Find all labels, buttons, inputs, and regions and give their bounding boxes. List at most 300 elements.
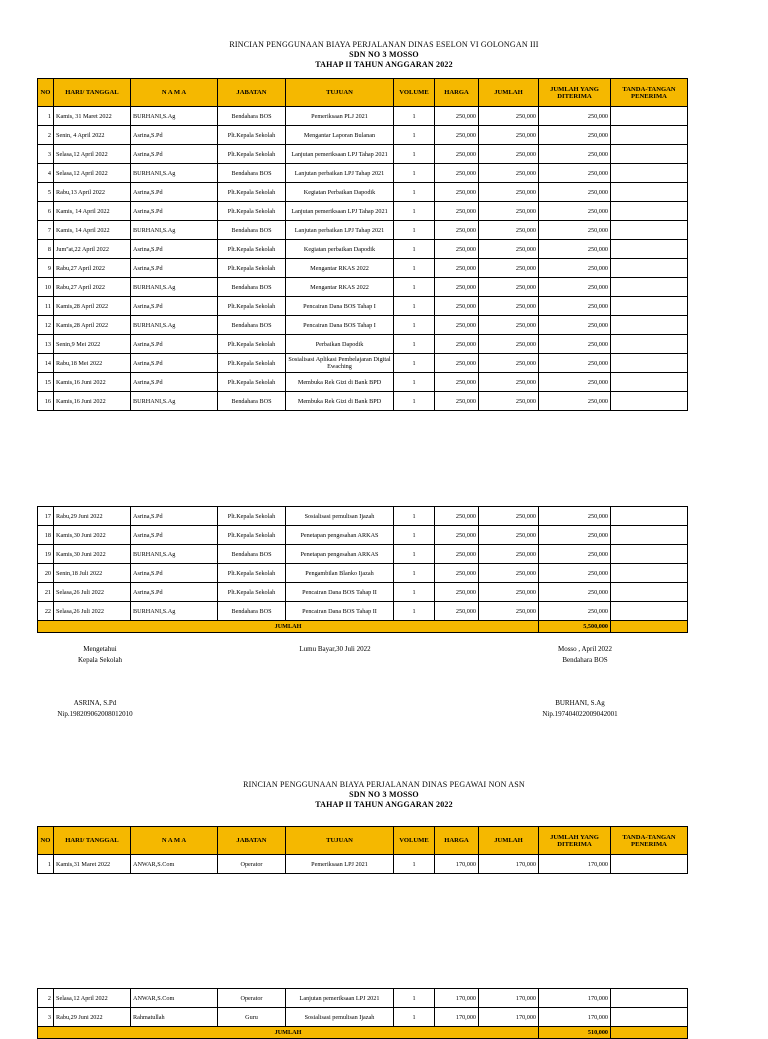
- row-volume: 1: [394, 507, 435, 526]
- row-signature: [611, 316, 688, 335]
- table-row: [38, 354, 688, 373]
- total-row: [38, 1027, 688, 1039]
- row-amount: 250,000: [479, 221, 539, 240]
- column-header: TUJUAN: [286, 827, 394, 855]
- row-name: Asrina,S.Pd: [131, 373, 218, 392]
- row-received: 250,000: [539, 526, 611, 545]
- row-volume: 1: [394, 354, 435, 373]
- row-volume: 1: [394, 183, 435, 202]
- row-amount: 170,000: [479, 855, 539, 874]
- row-received: 250,000: [539, 278, 611, 297]
- row-volume: 1: [394, 107, 435, 126]
- row-date: Rabu,29 Juni 2022: [54, 1008, 131, 1027]
- row-volume: 1: [394, 392, 435, 411]
- row-signature: [611, 354, 688, 373]
- table-row: [38, 335, 688, 354]
- row-number: 19: [38, 545, 54, 564]
- row-purpose: Pengambilan Blanko Ijazah: [286, 564, 394, 583]
- section1-table-continued: [37, 506, 688, 633]
- column-header: JUMLAH YANG DITERIMA: [539, 827, 611, 855]
- signature-date: Mosso , April 2022: [557, 645, 613, 653]
- column-header: VOLUME: [394, 79, 435, 107]
- row-volume: 1: [394, 202, 435, 221]
- row-signature: [611, 602, 688, 621]
- table-header-row: [38, 79, 688, 107]
- row-number: 2: [38, 989, 54, 1008]
- table-row: [38, 259, 688, 278]
- section1-table: [37, 78, 688, 411]
- row-purpose: Pencairan Dana BOS Tahap II: [286, 602, 394, 621]
- row-position: Plt.Kepala Sekolah: [218, 183, 286, 202]
- table-row: [38, 316, 688, 335]
- column-header: HARI/ TANGGAL: [54, 827, 131, 855]
- row-purpose: Pemeriksaan PLJ 2021: [286, 107, 394, 126]
- column-header: VOLUME: [394, 827, 435, 855]
- row-volume: 1: [394, 564, 435, 583]
- table-header-row: [38, 827, 688, 855]
- column-header: JUMLAH: [479, 79, 539, 107]
- row-amount: 250,000: [479, 316, 539, 335]
- row-position: Plt.Kepala Sekolah: [218, 507, 286, 526]
- row-position: Plt.Kepala Sekolah: [218, 564, 286, 583]
- row-number: 8: [38, 240, 54, 259]
- column-header: NO: [38, 79, 54, 107]
- row-amount: 250,000: [479, 373, 539, 392]
- table-row: [38, 583, 688, 602]
- row-name: Asrina,S.Pd: [131, 507, 218, 526]
- row-number: 3: [38, 145, 54, 164]
- row-position: Guru: [218, 1008, 286, 1027]
- row-price: 250,000: [435, 259, 479, 278]
- row-signature: [611, 583, 688, 602]
- row-signature: [611, 335, 688, 354]
- table-row: [38, 164, 688, 183]
- column-header: TUJUAN: [286, 79, 394, 107]
- row-date: Selasa,12 April 2022: [54, 989, 131, 1008]
- row-price: 250,000: [435, 240, 479, 259]
- row-name: Asrina,S.Pd: [131, 583, 218, 602]
- row-position: Bendahara BOS: [218, 545, 286, 564]
- row-price: 170,000: [435, 1008, 479, 1027]
- table-row: [38, 221, 688, 240]
- row-position: Operator: [218, 855, 286, 874]
- row-price: 250,000: [435, 164, 479, 183]
- row-amount: 250,000: [479, 354, 539, 373]
- row-price: 250,000: [435, 335, 479, 354]
- row-signature: [611, 240, 688, 259]
- row-name: Asrina,S.Pd: [131, 335, 218, 354]
- row-position: Bendahara BOS: [218, 392, 286, 411]
- right-signer: [520, 698, 640, 720]
- row-name: Asrina,S.Pd: [131, 240, 218, 259]
- row-amount: 250,000: [479, 564, 539, 583]
- row-position: Plt.Kepala Sekolah: [218, 145, 286, 164]
- row-amount: 250,000: [479, 240, 539, 259]
- total-signature: [611, 621, 688, 633]
- row-received: 250,000: [539, 316, 611, 335]
- left-signature-block: [45, 644, 155, 666]
- row-volume: 1: [394, 526, 435, 545]
- table-row: [38, 145, 688, 164]
- title-line: TAHAP II TAHUN ANGGARAN 2022: [315, 60, 453, 69]
- row-position: Plt.Kepala Sekolah: [218, 526, 286, 545]
- row-purpose: Pencairan Dana BOS Tahap I: [286, 316, 394, 335]
- row-name: Rahmatullah: [131, 1008, 218, 1027]
- row-volume: 1: [394, 316, 435, 335]
- row-price: 250,000: [435, 526, 479, 545]
- row-position: Plt.Kepala Sekolah: [218, 583, 286, 602]
- row-number: 15: [38, 373, 54, 392]
- row-amount: 250,000: [479, 602, 539, 621]
- row-number: 3: [38, 1008, 54, 1027]
- row-purpose: Sosialisasi pemulisan Ijazah: [286, 507, 394, 526]
- row-price: 250,000: [435, 126, 479, 145]
- total-row: [38, 621, 688, 633]
- row-position: Bendahara BOS: [218, 221, 286, 240]
- row-date: Kamis,30 Juni 2022: [54, 545, 131, 564]
- column-header: JABATAN: [218, 79, 286, 107]
- row-name: ANWAR,S.Com: [131, 989, 218, 1008]
- row-date: Rabu,13 April 2022: [54, 183, 131, 202]
- row-number: 13: [38, 335, 54, 354]
- row-signature: [611, 183, 688, 202]
- row-signature: [611, 107, 688, 126]
- place-date: Lumu Bayar,30 Juli 2022: [299, 645, 371, 653]
- column-header: JUMLAH YANG DITERIMA: [539, 79, 611, 107]
- row-date: Kamis,30 Juni 2022: [54, 526, 131, 545]
- row-date: Jum''at,22 April 2022: [54, 240, 131, 259]
- row-purpose: Pencairan Dana BOS Tahap I: [286, 297, 394, 316]
- row-name: BURHANI,S.Ag: [131, 221, 218, 240]
- row-received: 250,000: [539, 240, 611, 259]
- row-name: Asrina,S.Pd: [131, 145, 218, 164]
- row-amount: 250,000: [479, 107, 539, 126]
- row-received: 250,000: [539, 545, 611, 564]
- row-name: Asrina,S.Pd: [131, 259, 218, 278]
- row-purpose: Membuka Rek Gizi di Bank BPD: [286, 373, 394, 392]
- row-received: 250,000: [539, 221, 611, 240]
- row-amount: 250,000: [479, 259, 539, 278]
- signer-nip: Nip.198209062008012010: [57, 710, 133, 718]
- row-purpose: Penetapan pengesahan ARKAS: [286, 545, 394, 564]
- row-volume: 1: [394, 602, 435, 621]
- row-received: 250,000: [539, 354, 611, 373]
- column-header: N A M A: [131, 79, 218, 107]
- middle-signature-place-date: [265, 644, 405, 655]
- row-name: BURHANI,S.Ag: [131, 316, 218, 335]
- row-position: Plt.Kepala Sekolah: [218, 335, 286, 354]
- table-row: [38, 202, 688, 221]
- row-date: Rabu,27 April 2022: [54, 278, 131, 297]
- row-price: 250,000: [435, 373, 479, 392]
- row-volume: 1: [394, 278, 435, 297]
- row-received: 250,000: [539, 297, 611, 316]
- row-amount: 250,000: [479, 583, 539, 602]
- row-number: 14: [38, 354, 54, 373]
- row-number: 12: [38, 316, 54, 335]
- table-row: [38, 183, 688, 202]
- row-date: Kamis,31 Maret 2022: [54, 855, 131, 874]
- row-name: ANWAR,S.Com: [131, 855, 218, 874]
- section2-title: [0, 780, 768, 810]
- row-name: Asrina,S.Pd: [131, 564, 218, 583]
- table-row: [38, 602, 688, 621]
- row-volume: 1: [394, 1008, 435, 1027]
- table-row: [38, 278, 688, 297]
- row-volume: 1: [394, 145, 435, 164]
- table-row: [38, 392, 688, 411]
- row-signature: [611, 507, 688, 526]
- row-price: 250,000: [435, 354, 479, 373]
- row-date: Kamis, 14 April 2022: [54, 202, 131, 221]
- row-date: Kamis,16 Juni 2022: [54, 373, 131, 392]
- row-name: BURHANI,S.Ag: [131, 545, 218, 564]
- row-position: Operator: [218, 989, 286, 1008]
- row-number: 10: [38, 278, 54, 297]
- row-date: Selasa,12 April 2022: [54, 145, 131, 164]
- column-header: NO: [38, 827, 54, 855]
- row-number: 18: [38, 526, 54, 545]
- table-row: [38, 507, 688, 526]
- row-position: Plt.Kepala Sekolah: [218, 297, 286, 316]
- row-number: 1: [38, 855, 54, 874]
- row-price: 250,000: [435, 202, 479, 221]
- left-signer: [35, 698, 155, 720]
- row-position: Bendahara BOS: [218, 278, 286, 297]
- row-name: Asrina,S.Pd: [131, 126, 218, 145]
- title-line: RINCIAN PENGGUNAAN BIAYA PERJALANAN DINAS ESELON VI GOLONGAN III: [229, 40, 539, 49]
- row-received: 250,000: [539, 107, 611, 126]
- row-position: Bendahara BOS: [218, 602, 286, 621]
- row-volume: 1: [394, 855, 435, 874]
- row-signature: [611, 564, 688, 583]
- row-price: 250,000: [435, 107, 479, 126]
- column-header: N A M A: [131, 827, 218, 855]
- row-price: 250,000: [435, 145, 479, 164]
- row-position: Plt.Kepala Sekolah: [218, 202, 286, 221]
- row-signature: [611, 989, 688, 1008]
- row-received: 250,000: [539, 335, 611, 354]
- signer-name: ASRINA, S.Pd: [73, 699, 117, 707]
- row-received: 250,000: [539, 373, 611, 392]
- row-purpose: Kegiatan Perbaikan Dapodik: [286, 183, 394, 202]
- row-price: 250,000: [435, 602, 479, 621]
- title-line: TAHAP II TAHUN ANGGARAN 2022: [315, 800, 453, 809]
- row-name: Asrina,S.Pd: [131, 354, 218, 373]
- row-number: 21: [38, 583, 54, 602]
- row-purpose: Pemeriksaan LPJ 2021: [286, 855, 394, 874]
- row-price: 250,000: [435, 278, 479, 297]
- table-row: [38, 126, 688, 145]
- row-price: 250,000: [435, 507, 479, 526]
- row-received: 250,000: [539, 392, 611, 411]
- row-date: Kamis, 14 April 2022: [54, 221, 131, 240]
- row-price: 250,000: [435, 183, 479, 202]
- row-received: 250,000: [539, 145, 611, 164]
- row-position: Plt.Kepala Sekolah: [218, 373, 286, 392]
- row-signature: [611, 297, 688, 316]
- row-position: Plt.Kepala Sekolah: [218, 259, 286, 278]
- row-price: 250,000: [435, 316, 479, 335]
- row-date: Rabu,18 Mei 2022: [54, 354, 131, 373]
- row-signature: [611, 126, 688, 145]
- row-amount: 250,000: [479, 145, 539, 164]
- row-signature: [611, 545, 688, 564]
- row-name: Asrina,S.Pd: [131, 297, 218, 316]
- signature-label: Mengetahui: [83, 645, 117, 653]
- row-signature: [611, 164, 688, 183]
- row-received: 250,000: [539, 564, 611, 583]
- column-header: JABATAN: [218, 827, 286, 855]
- row-date: Rabu,29 Juni 2022: [54, 507, 131, 526]
- title-line: SDN NO 3 MOSSO: [349, 790, 419, 799]
- row-volume: 1: [394, 335, 435, 354]
- row-price: 250,000: [435, 583, 479, 602]
- signer-nip: Nip.197404022009042001: [542, 710, 618, 718]
- row-amount: 170,000: [479, 1008, 539, 1027]
- row-amount: 250,000: [479, 297, 539, 316]
- row-amount: 250,000: [479, 164, 539, 183]
- row-received: 170,000: [539, 855, 611, 874]
- row-date: Senin,9 Mei 2022: [54, 335, 131, 354]
- row-received: 250,000: [539, 126, 611, 145]
- signer-name: BURHANI, S.Ag: [555, 699, 605, 707]
- section1-title: [0, 40, 768, 70]
- row-purpose: Mengantar RKAS 2022: [286, 259, 394, 278]
- row-date: Kamis,28 April 2022: [54, 297, 131, 316]
- row-amount: 250,000: [479, 126, 539, 145]
- row-price: 250,000: [435, 392, 479, 411]
- row-name: Asrina,S.Pd: [131, 202, 218, 221]
- row-number: 20: [38, 564, 54, 583]
- row-signature: [611, 259, 688, 278]
- row-position: Plt.Kepala Sekolah: [218, 354, 286, 373]
- column-header: HARGA: [435, 79, 479, 107]
- signature-role: Bendahara BOS: [562, 656, 608, 664]
- row-date: Senin,18 Juli 2022: [54, 564, 131, 583]
- row-number: 6: [38, 202, 54, 221]
- row-name: BURHANI,S.Ag: [131, 392, 218, 411]
- row-signature: [611, 221, 688, 240]
- row-date: Senin, 4 April 2022: [54, 126, 131, 145]
- row-volume: 1: [394, 164, 435, 183]
- title-line: RINCIAN PENGGUNAAN BIAYA PERJALANAN DINAS PEGAWAI NON ASN: [243, 780, 525, 789]
- row-volume: 1: [394, 373, 435, 392]
- row-purpose: Membuka Rek Gizi di Bank BPD: [286, 392, 394, 411]
- row-received: 250,000: [539, 602, 611, 621]
- row-purpose: Lanjutan pemeriksaan LPJ Tahap 2021: [286, 145, 394, 164]
- table-row: [38, 297, 688, 316]
- row-received: 250,000: [539, 164, 611, 183]
- table-row: [38, 564, 688, 583]
- row-number: 5: [38, 183, 54, 202]
- row-number: 1: [38, 107, 54, 126]
- table-row: [38, 855, 688, 874]
- total-value: 510,000: [539, 1027, 611, 1039]
- row-purpose: Mengantar RKAS 2022: [286, 278, 394, 297]
- row-volume: 1: [394, 545, 435, 564]
- row-purpose: Lanjutan pemeriksaan LPJ 2021: [286, 989, 394, 1008]
- row-received: 250,000: [539, 583, 611, 602]
- row-received: 170,000: [539, 1008, 611, 1027]
- row-name: BURHANI,S.Ag: [131, 164, 218, 183]
- row-signature: [611, 855, 688, 874]
- row-number: 7: [38, 221, 54, 240]
- row-number: 22: [38, 602, 54, 621]
- total-label: JUMLAH: [38, 1027, 539, 1039]
- row-signature: [611, 145, 688, 164]
- column-header: TANDA-TANGAN PENERIMA: [611, 827, 688, 855]
- row-amount: 250,000: [479, 202, 539, 221]
- row-purpose: Mengantar Laporan Bulanan: [286, 126, 394, 145]
- row-volume: 1: [394, 221, 435, 240]
- row-volume: 1: [394, 259, 435, 278]
- row-position: Bendahara BOS: [218, 164, 286, 183]
- row-amount: 250,000: [479, 278, 539, 297]
- row-date: Rabu,27 April 2022: [54, 259, 131, 278]
- column-header: JUMLAH: [479, 827, 539, 855]
- column-header: HARGA: [435, 827, 479, 855]
- row-date: Selasa,26 Juli 2022: [54, 602, 131, 621]
- table-row: [38, 240, 688, 259]
- row-date: Kamis,28 April 2022: [54, 316, 131, 335]
- title-line: SDN NO 3 MOSSO: [349, 50, 419, 59]
- row-volume: 1: [394, 126, 435, 145]
- row-date: Kamis, 31 Maret 2022: [54, 107, 131, 126]
- row-price: 170,000: [435, 855, 479, 874]
- section2-table-continued: [37, 988, 688, 1039]
- row-volume: 1: [394, 583, 435, 602]
- row-signature: [611, 202, 688, 221]
- row-date: Kamis,16 Juni 2022: [54, 392, 131, 411]
- section2-table: [37, 826, 688, 874]
- row-price: 250,000: [435, 564, 479, 583]
- row-signature: [611, 373, 688, 392]
- row-price: 250,000: [435, 221, 479, 240]
- row-name: BURHANI,S.Ag: [131, 602, 218, 621]
- row-purpose: Lanjutan perbaikan LPJ Tahap 2021: [286, 221, 394, 240]
- column-header: TANDA-TANGAN PENERIMA: [611, 79, 688, 107]
- row-received: 170,000: [539, 989, 611, 1008]
- row-received: 250,000: [539, 183, 611, 202]
- row-purpose: Sosialisasi pemulisan Ijazah: [286, 1008, 394, 1027]
- row-signature: [611, 278, 688, 297]
- row-signature: [611, 392, 688, 411]
- row-name: BURHANI,S.Ag: [131, 278, 218, 297]
- row-position: Bendahara BOS: [218, 107, 286, 126]
- row-received: 250,000: [539, 259, 611, 278]
- row-amount: 170,000: [479, 989, 539, 1008]
- row-name: Asrina,S.Pd: [131, 526, 218, 545]
- row-amount: 250,000: [479, 545, 539, 564]
- row-number: 11: [38, 297, 54, 316]
- total-label: JUMLAH: [38, 621, 539, 633]
- row-price: 250,000: [435, 297, 479, 316]
- row-purpose: Penetapan pengesahan ARKAS: [286, 526, 394, 545]
- row-position: Bendahara BOS: [218, 316, 286, 335]
- right-signature-block: [525, 644, 645, 666]
- row-volume: 1: [394, 240, 435, 259]
- row-amount: 250,000: [479, 335, 539, 354]
- row-received: 250,000: [539, 507, 611, 526]
- row-volume: 1: [394, 989, 435, 1008]
- row-purpose: Sosialisasi Aplikasi Pembelajaran Digital Ewaching: [286, 354, 394, 373]
- table-row: [38, 526, 688, 545]
- table-row: [38, 107, 688, 126]
- table-row: [38, 545, 688, 564]
- total-signature: [611, 1027, 688, 1039]
- row-amount: 250,000: [479, 526, 539, 545]
